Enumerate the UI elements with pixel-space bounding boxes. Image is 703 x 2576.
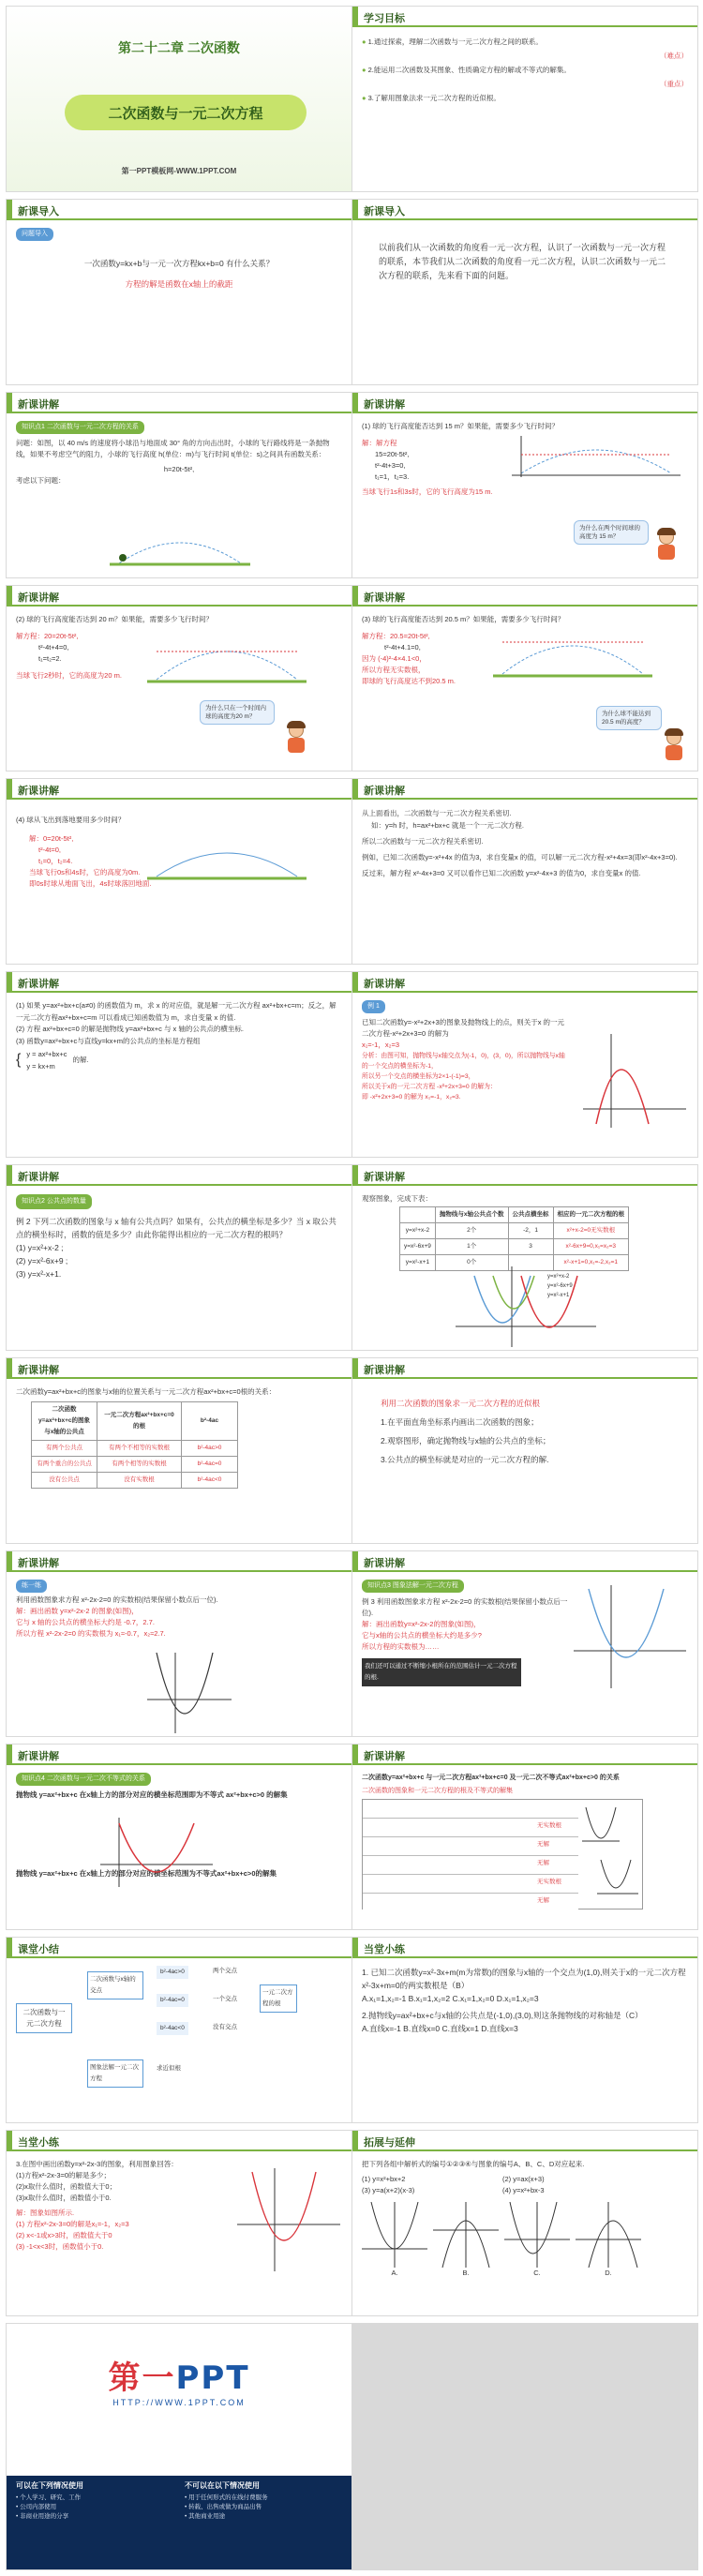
- objective-1-tag: （难点）: [660, 52, 688, 60]
- table-header: 公共点横坐标: [508, 1207, 553, 1223]
- table-header: b²-4ac: [182, 1402, 238, 1441]
- approx-step-1: 1.在平面直角坐标系内画出二次函数的图象；: [381, 1417, 539, 1427]
- grid-lines: [363, 1800, 578, 1910]
- header-title: 拓展与延伸: [364, 2137, 415, 2149]
- slide-extension[interactable]: [352, 2130, 698, 2316]
- slide-quiz-1[interactable]: [352, 1937, 698, 2123]
- map-node: 二次函数与x轴的交点: [87, 1971, 143, 1999]
- q2-solution-1: 解方程：20=20t-5t²,: [16, 632, 79, 640]
- summary-relations-body: (1) 如果 y=ax²+bx+c(a≠0) 的函数值为 m，求 x 的对应值，就是解一元二次方程 ax²+bx+c=m；反之，解一元二次方程ax²+bx+c=m 可以看成已知函数值为 m，求自变量 x 的值. (2) 方程 ax²+bx+c=0 的解是抛物线 y=ax²+bx+c 与 x 轴的公共点的横坐标. (3) 函数y=ax²+bx+c与直线y=kx+m的公共点的坐标是方程组 { y = ax²+bx+c y = kx+m 的解.: [16, 1000, 342, 1151]
- relation-item-4: 的解.: [72, 1056, 89, 1065]
- option-graph-c: [504, 2202, 570, 2268]
- quiz2-ans-4: (3) -1<x<3时，函数值小于0.: [16, 2242, 104, 2251]
- q1-solution-4: t₁=1，t₂=3.: [375, 472, 410, 481]
- q3-solution-4: 所以方程无实数根，: [362, 666, 426, 674]
- table-row: [400, 1223, 629, 1239]
- map-node: 两个交点: [213, 1968, 237, 1974]
- chapter-title: 第二十二章 二次函数: [118, 40, 240, 55]
- table-cell: x²-6x+9=0,x₁=x₂=3: [553, 1239, 629, 1255]
- example-pill: 例 1: [362, 1000, 385, 1013]
- knowledge-pill: 知识点4 二次函数与一元二次不等式的关系: [16, 1773, 151, 1786]
- inequality-line-2: 抛物线 y=ax²+bx+c 在x轴上方的部分对应的横坐标范围为不等式ax²+bx+c>0的解集: [16, 1869, 277, 1878]
- table-cell: 有两个相等的实数根: [97, 1457, 182, 1473]
- slide-quiz-2[interactable]: [6, 2130, 352, 2316]
- extension-item: (3) y=a(x+2)(x-3): [362, 2186, 415, 2194]
- q2-solution-2: t²-4t+4=0,: [38, 643, 69, 651]
- extension-item: (1) y=x²+bx+2: [362, 2175, 406, 2183]
- table-header-row: [32, 1402, 238, 1441]
- student-illustration: [284, 723, 308, 755]
- approx-step-3: 3.公共点的横坐标就是对应的一元二次方程的解.: [381, 1455, 549, 1464]
- practice-step-2: 它与 x 轴的公共点的横坐标大约是 -0.7，2.7.: [16, 1618, 155, 1626]
- curve-label: y=x²+x-2: [547, 1274, 570, 1280]
- header-title: 新课讲解: [364, 1751, 405, 1762]
- header-title: 学习目标: [364, 13, 405, 24]
- table-header: 一元二次方程ax²+bx+c=0的根: [97, 1402, 182, 1441]
- table-cell: x²+x-2=0无实数根: [553, 1223, 629, 1239]
- table-header: 二次函数y=ax²+bx+c的图象与x轴的公共点: [32, 1402, 97, 1441]
- q2-trajectory: [147, 642, 307, 685]
- slide-relation-text[interactable]: [352, 778, 698, 965]
- q3-solution-1: 解方程：20.5=20t-5t²,: [362, 632, 430, 640]
- slide-roots-table[interactable]: [6, 1357, 352, 1544]
- slide-footer[interactable]: [6, 2323, 352, 2570]
- example2-body: [16, 1193, 342, 1344]
- forbidden-column: [185, 2481, 344, 2522]
- table-cell: b²-4ac=0: [182, 1457, 238, 1473]
- objective-2: 2.能运用二次函数及其图象、性质确定方程的解或不等式的解集。: [367, 66, 571, 74]
- table-cell: 2个: [435, 1223, 508, 1239]
- slide-header: [7, 586, 352, 607]
- example1-step-1: 所以另一个交点的横坐标为2×1-(-1)=3，: [362, 1073, 475, 1080]
- table-row: [400, 1239, 629, 1255]
- q4-solution-1: 解：0=20t-5t²,: [29, 834, 74, 843]
- example1-analysis: 分析：由图可知，抛物线与x轴交点为(-1，0)，(3，0)，所以抛物线与x轴的一个交点的横坐标为-1，: [362, 1053, 565, 1070]
- allowed-line: • 非商业用途的分享: [16, 2513, 69, 2520]
- logo-part-a: 第一: [108, 2359, 176, 2397]
- example1-answer: x₁=-1，x₂=3: [362, 1041, 400, 1049]
- table-cell: 3: [508, 1239, 553, 1255]
- slide-problem[interactable]: [6, 392, 352, 578]
- header-title: 新课讲解: [18, 592, 59, 604]
- header-title: 课堂小结: [18, 1944, 59, 1955]
- quiz2-question: 3.在图中画出函数y=x²-2x-3的图象，利用图象回答：: [16, 2160, 178, 2168]
- map-node: 一元二次方程的根: [260, 1984, 297, 2013]
- map-node: 没有交点: [213, 2024, 237, 2030]
- slide-header: [7, 779, 352, 800]
- quiz2-sub-3: (3)x取什么值时，函数值小于0.: [16, 2194, 112, 2202]
- q4-body: [16, 807, 342, 958]
- q2-answer: 当球飞行2秒时，它的高度为20 m.: [16, 671, 122, 680]
- slide-intro-text[interactable]: [352, 199, 698, 385]
- quiz2-ans-3: (2) x<-1或x>3时，函数值大于0: [16, 2231, 112, 2239]
- table-cell: 1个: [435, 1239, 508, 1255]
- q4-answer-2: 即0s时球从地面飞出，4s时球落回地面.: [29, 879, 152, 888]
- relation-line-4: 例如，已知二次函数y=-x²+4x 的值为3，求自变量x 的值，可以解一元二次方程-x²+4x=3(即x²-4x+3=0).: [362, 853, 678, 861]
- slide-objectives[interactable]: [352, 6, 698, 192]
- q4-trajectory: [147, 845, 307, 882]
- slide-header: [352, 1358, 697, 1379]
- practice-graph: [147, 1653, 232, 1733]
- table-header: [400, 1207, 436, 1223]
- option-label: B.: [462, 2269, 470, 2277]
- header-title: 新课讲解: [364, 1172, 405, 1183]
- q4-question: (4) 球从飞出到落地要用多少时间？: [16, 816, 126, 824]
- header-title: 新课讲解: [18, 979, 59, 990]
- quiz2-sub-1: (1)方程x²-2x-3=0的解是多少；: [16, 2171, 112, 2179]
- title-pill: [65, 95, 307, 130]
- slide-header: [7, 2131, 352, 2151]
- q4-solution-3: t₁=0，t₂=4.: [38, 857, 73, 865]
- q1-solution-1: 解：解方程: [362, 439, 397, 447]
- practice-pill: 练一练: [16, 1580, 47, 1593]
- header-title: 新课讲解: [364, 399, 405, 411]
- curve-label: y=x²-6x+9: [547, 1283, 573, 1289]
- table-cell: 没有实数根: [97, 1473, 182, 1489]
- slide-header: [7, 1745, 352, 1765]
- forbidden-line: • 用于任何形式的在线付费服务: [185, 2494, 268, 2501]
- extension-item: (4) y=x²+bx-3: [502, 2186, 545, 2194]
- allowed-line: • 公司内部使用: [16, 2504, 57, 2510]
- q1-answer: 当球飞行1s和3s时，它的飞行高度为15 m.: [362, 487, 493, 496]
- example2-item-2: (2) y=x²-6x+9 ;: [16, 1256, 68, 1266]
- relation-tag: 无实数根: [537, 1879, 561, 1885]
- objective-3: 3.了解用图象法求一元二次方程的近似根。: [367, 94, 501, 102]
- system-eq-1: y = ax²+bx+c: [26, 1050, 67, 1058]
- map-node: b²-4ac=0: [157, 1994, 188, 2007]
- slide-header: [352, 1745, 697, 1765]
- map-node: b²-4ac<0: [157, 2022, 188, 2035]
- problem-prompt: 考虑以下问题：: [16, 476, 66, 485]
- table-cell: b²-4ac>0: [182, 1441, 238, 1457]
- approx-body: [362, 1386, 688, 1537]
- header-title: 新课讲解: [364, 1365, 405, 1376]
- problem-formula: h=20t-5t²,: [163, 465, 195, 473]
- table-cell: -2，1: [508, 1223, 553, 1239]
- slide-practice[interactable]: [6, 1550, 352, 1737]
- license-band: [7, 2476, 352, 2569]
- allowed-column: [16, 2481, 175, 2522]
- table-row: [32, 1457, 238, 1473]
- inequality-graph: [100, 1818, 213, 1887]
- extension-body: [362, 2159, 688, 2310]
- forbidden-line: • 转载、出售或做为商品出售: [185, 2504, 262, 2510]
- q1-solution-2: 15=20t-5t²,: [375, 450, 410, 458]
- table-cell: y=x²+x-2: [400, 1223, 436, 1239]
- observe-graph: [456, 1266, 596, 1347]
- quiz2-sub-2: (2)x取什么值时，函数值大于0；: [16, 2182, 117, 2191]
- slide-header: [352, 1165, 697, 1186]
- slide-summary-map[interactable]: [6, 1937, 352, 2123]
- slide-header: [352, 200, 697, 220]
- slide-q2[interactable]: [6, 585, 352, 771]
- summary-map-body: [16, 1966, 342, 2117]
- option-graph-a: [362, 2202, 427, 2268]
- slide-header: [7, 1551, 352, 1572]
- header-title: 新课讲解: [18, 399, 59, 411]
- q1-solution-3: t²-4t+3=0,: [375, 461, 406, 470]
- slide-header: [352, 2131, 697, 2151]
- example1-question: 已知二次函数y=-x²+2x+3的图象及抛物线上的点，则关于x 的一元二次方程-x²+2x+3=0 的解为: [362, 1018, 565, 1038]
- table-cell: b²-4ac<0: [182, 1473, 238, 1489]
- allowed-line: • 个人学习、研究、工作: [16, 2494, 82, 2501]
- logo-part-b: PPT: [175, 2359, 250, 2397]
- q1-bubble: 为什么在两个时间球的高度为 15 m？: [574, 520, 649, 545]
- forbidden-line: • 其他商业用途: [185, 2513, 226, 2520]
- knowledge-pill: 知识点2 公共点的数量: [16, 1194, 92, 1209]
- table-cell: x²-x+1=0,x₁=-2,x₂=1: [553, 1255, 629, 1271]
- table-row: [32, 1473, 238, 1489]
- logo-block: [7, 2352, 352, 2407]
- header-title: 新课讲解: [18, 1558, 59, 1569]
- example3-note: 我们还可以通过不断缩小根所在的范围估计一元二次方程的根.: [362, 1658, 521, 1686]
- objective-2-tag: （重点）: [660, 80, 688, 88]
- intro-paragraph: 以前我们从一次函数的角度看一元一次方程，认识了一次函数与一元一次方程的联系，本节我们从二次函数的角度看一元二次方程，认识二次函数与一元二次方程的联系，先来看下面的问题。: [379, 243, 666, 280]
- q3-question: (3) 球的飞行高度能否达到 20.5 m？如果能，需要多少飞行时间？: [362, 615, 565, 623]
- problem-text: 问题：如图，以 40 m/s 的速度将小球沿与地面成 30° 角的方向击出时，小球的飞行路线将是一条抛物线，如果不考虑空气的阻力，小球的飞行高度 h(单位：m)与飞行时间 t(单位：s)之间具有函数关系：: [16, 439, 330, 458]
- quiz1-body: [362, 1966, 688, 2117]
- example3-graph: [574, 1585, 686, 1688]
- q2-question: (2) 球的飞行高度能否达到 20 m？如果能，需要多少飞行时间？: [16, 615, 214, 623]
- header-title: 新课讲解: [18, 1172, 59, 1183]
- slide-q1[interactable]: [352, 392, 698, 578]
- header-title: 新课讲解: [364, 979, 405, 990]
- table-cell: 有两个重合的公共点: [32, 1457, 97, 1473]
- slide-header: [7, 1358, 352, 1379]
- relation-tag: 无实数根: [537, 1822, 561, 1829]
- slide-q3[interactable]: [352, 585, 698, 771]
- example1-graph: [583, 1034, 686, 1128]
- practice-step-1: 解：画出函数 y=x²-2x-2 的图象(如图)，: [16, 1607, 139, 1615]
- slide-header: [7, 972, 352, 993]
- table-cell: 0个: [435, 1255, 508, 1271]
- quiz2-ans-2: (1) 方程x²-2x-3=0的解是x₁=-1，x₂=3: [16, 2220, 129, 2228]
- quiz1-question-1: 1. 已知二次函数y=x²-3x+m(m为常数)的图象与x轴的一个交点为(1,0),则关于x的一元二次方程x²-3x+m=0的两实数根是（B）: [362, 1968, 686, 1990]
- table-row: [32, 1441, 238, 1457]
- example3-step-1: 解：画出函数y=x²-2x-2的图象(如图)，: [362, 1620, 481, 1628]
- header-title: 新课讲解: [18, 786, 59, 797]
- inequality-line-1: 抛物线 y=ax²+bx+c 在x轴上方的部分对应的横坐标范围即为不等式 ax²+bx+c>0 的解集: [16, 1790, 288, 1799]
- slide-example3[interactable]: [352, 1550, 698, 1737]
- slide-example1[interactable]: [352, 971, 698, 1158]
- slide-relation-table[interactable]: [352, 1744, 698, 1930]
- quiz1-options-2: A.直线x=-1 B.直线x=0 C.直线x=1 D.直线x=3: [362, 2024, 518, 2033]
- map-node: b²-4ac>0: [157, 1966, 188, 1979]
- allowed-title: 可以在下列情况使用: [16, 2481, 83, 2490]
- relation-body: [362, 807, 688, 958]
- roots-intro: 二次函数y=ax²+bx+c的图象与x轴的位置关系与一元二次方程ax²+bx+c=0根的关系：: [16, 1387, 277, 1396]
- slide-header: [352, 586, 697, 607]
- intro-question: 一次函数y=kx+b与一元一次方程kx+b=0 有什么关系？: [83, 259, 275, 268]
- q1-trajectory: [512, 436, 681, 483]
- table-cell: y=x²-x+1: [400, 1255, 436, 1271]
- system-eq-2: y = kx+m: [26, 1061, 55, 1071]
- header-title: 新课讲解: [18, 1751, 59, 1762]
- slide-cover[interactable]: [6, 6, 352, 192]
- example2-question: 例 2 下列二次函数的图象与 x 轴有公共点吗？如果有，公共点的横坐标是多少？当 x 取公共点的横坐标时，函数的值是多少？由此你能得出相应的一元二次方程的根吗？: [16, 1217, 337, 1239]
- site-credit: 第一PPT模板网-WWW.1PPT.COM: [121, 167, 237, 175]
- golf-illustration: [110, 532, 250, 569]
- approx-title: 利用二次函数的图象求一元二次方程的近似根: [381, 1399, 541, 1408]
- map-root: 二次函数与一元二次方程: [16, 2003, 72, 2033]
- student-illustration: [662, 730, 686, 762]
- intro-body: [16, 228, 342, 379]
- slide-header: [7, 200, 352, 220]
- option-label: D.: [605, 2269, 612, 2277]
- slide-example2[interactable]: [6, 1164, 352, 1351]
- q1-question: (1) 球的飞行高度能否达到 15 m？如果能，需要多少飞行时间？: [362, 422, 560, 430]
- observe-table: [399, 1206, 629, 1271]
- slide-header: [7, 1938, 352, 1958]
- quiz1-question-2: 2.抛物线y=ax²+bx+c与x轴的公共点是(-1,0),(3,0),则这条抛物线的对称轴是（C）: [362, 2011, 643, 2020]
- table-header-row: [400, 1207, 629, 1223]
- forbidden-title: 不可以在以下情况使用: [185, 2481, 260, 2490]
- logo-url: HTTP://WWW.1PPT.COM: [112, 2398, 246, 2407]
- table-cell: y=x²-6x+9: [400, 1239, 436, 1255]
- header-title: 新课讲解: [18, 1365, 59, 1376]
- example3-question: 例 3 利用函数图象求方程 x²-2x-2=0 的实数根(结果保留小数点后一位).: [362, 1597, 568, 1617]
- table-header: 相应的一元二次方程的根: [553, 1207, 629, 1223]
- relation-line-5: 反过来，解方程 x²-4x+3=0 又可以看作已知二次函数 y=x²-4x+3 的值为0，求自变量x 的值.: [362, 869, 641, 877]
- roots-body: [16, 1386, 342, 1537]
- slide-header: [352, 972, 697, 993]
- q3-solution-5: 即球的飞行高度达不到20.5 m.: [362, 677, 456, 685]
- relation-line-1: 从上面看出，二次函数与一元二次方程关系密切.: [362, 809, 512, 817]
- example2-item-3: (3) y=x²-x+1.: [16, 1269, 62, 1279]
- slide-header: [352, 1938, 697, 1958]
- relation-tag: 无解: [537, 1841, 549, 1848]
- q2-bubble: 为什么只在一个时间内球的高度为20 m？: [200, 700, 275, 725]
- relation-item-2: (2) 方程 ax²+bx+c=0 的解是抛物线 y=ax²+bx+c 与 x 轴的公共点的横坐标.: [16, 1025, 244, 1033]
- example3-step-3: 所以方程的实数根为……: [362, 1642, 440, 1651]
- slide-summary-relations[interactable]: [6, 971, 352, 1158]
- extension-item: (2) y=ax(x+3): [502, 2175, 545, 2183]
- option-label: A.: [391, 2269, 398, 2277]
- roots-table: [31, 1401, 238, 1489]
- q3-solution-2: t²-4t+4.1=0,: [384, 643, 421, 651]
- relation-table-sub: 二次函数的图象和一元二次方程的根及不等式的解集: [362, 1788, 513, 1794]
- slide-header: [352, 1551, 697, 1572]
- slide-observe-table[interactable]: [352, 1164, 698, 1351]
- option-graph-b: [433, 2202, 499, 2268]
- relation-table-grid: [362, 1799, 643, 1910]
- practice-question: 利用函数图象求方程 x²-2x-2=0 的实数根(结果保留小数点后一位).: [16, 1595, 218, 1604]
- extension-question: 把下列各组中解析式的编号①②③④与图象的编号A、B、C、D对应起来.: [362, 2160, 585, 2168]
- empty-cell: [352, 2323, 698, 2570]
- lesson-title: 二次函数与一元二次方程: [108, 105, 263, 122]
- quiz1-options-1: A.x₁=1,x₂=-1 B.x₁=1,x₂=2 C.x₁=1,x₂=0 D.x₁=1,x₂=3: [362, 1994, 539, 2003]
- header-title: 新课导入: [364, 206, 405, 217]
- intro-answer: 方程的解是函数在x轴上的截距: [125, 279, 233, 289]
- map-node: 求近似根: [157, 2065, 181, 2072]
- question-pill: 问题导入: [16, 228, 53, 241]
- relation-mini-graphs: [582, 1804, 642, 1907]
- example2-item-1: (1) y=x²+x-2 ;: [16, 1243, 64, 1252]
- header-title: 新课讲解: [364, 786, 405, 797]
- header-title: 当堂小练: [18, 2137, 59, 2149]
- quiz2-graph: [237, 2168, 340, 2271]
- slide-header: [7, 393, 352, 413]
- header-title: 新课讲解: [364, 592, 405, 604]
- header-title: 新课导入: [18, 206, 59, 217]
- example1-step-3: 即 -x²+2x+3=0 的解为 x₁=-1，x₂=3.: [362, 1094, 461, 1101]
- quiz2-ans-1: 解：图象如图所示.: [16, 2209, 75, 2217]
- observe-intro: 观察图象，完成下表：: [362, 1194, 432, 1203]
- knowledge-pill: 知识点3 图象法解一元二次方程: [362, 1580, 464, 1593]
- table-header: 抛物线与x轴公共点个数: [435, 1207, 508, 1223]
- relation-table-intro: 二次函数y=ax²+bx+c 与一元二次方程ax²+bx+c=0 及一元二次不等式ax²+bx+c>0 的关系: [362, 1775, 620, 1781]
- relation-line-2: 如：y=h 时，h=ax²+bx+c 就是一个一元二次方程.: [371, 821, 524, 830]
- q3-trajectory: [493, 637, 652, 680]
- student-illustration: [654, 530, 679, 562]
- slide-header: [7, 1165, 352, 1186]
- objective-1: 1.通过探索，理解二次函数与一元二次方程之间的联系。: [367, 37, 543, 46]
- q4-answer-1: 当球飞行0s和4s时，它的高度为0m.: [29, 868, 141, 876]
- relation-item-3: (3) 函数y=ax²+bx+c与直线y=kx+m的公共点的坐标是方程组: [16, 1036, 201, 1045]
- curve-label: y=x²-x+1: [547, 1293, 570, 1298]
- q4-solution-2: t²-4t=0,: [38, 846, 61, 854]
- knowledge-pill: 知识点1 二次函数与一元二次方程的关系: [16, 421, 144, 434]
- slide-header: [352, 779, 697, 800]
- table-cell: 没有公共点: [32, 1473, 97, 1489]
- relation-item-1: (1) 如果 y=ax²+bx+c(a≠0) 的函数值为 m，求 x 的对应值，就是解一元二次方程 ax²+bx+c=m；反之，解一元二次方程ax²+bx+c=m 可以看成已知函数值为 m，求自变量 x 的值.: [16, 1001, 337, 1022]
- slide-header: [352, 393, 697, 413]
- relation-table-body: [362, 1773, 688, 1924]
- header-title: 当堂小练: [364, 1944, 405, 1955]
- relation-tag: 无解: [537, 1897, 549, 1904]
- practice-step-3: 所以方程 x²-2x-2=0 的实数根为 x₁≈-0.7，x₂≈2.7.: [16, 1629, 166, 1638]
- map-node: 图象法解一元二次方程: [87, 2059, 143, 2088]
- slide-q4[interactable]: [6, 778, 352, 965]
- slide-approx-steps[interactable]: [352, 1357, 698, 1544]
- q3-solution-3: 因为 (-4)²-4×4.1<0，: [362, 654, 426, 663]
- example3-step-2: 它与x轴的公共点的横坐标大约是多少?: [362, 1631, 482, 1640]
- map-node: 一个交点: [213, 1996, 237, 2002]
- slide-intro-question[interactable]: [6, 199, 352, 385]
- objectives-body: ● 1.通过探索，理解二次函数与一元二次方程之间的联系。 （难点） ● 2.能运用二次函数及其图象、性质确定方程的解或不等式的解集。 （重点） ● 3.了解用图象法求一元二次方程的近似根。: [362, 37, 688, 102]
- slide-header: [352, 7, 697, 27]
- table-cell: 有两个公共点: [32, 1441, 97, 1457]
- approx-step-2: 2.观察图形，确定抛物线与x轴的公共点的坐标；: [381, 1436, 551, 1445]
- q2-solution-3: t₁=t₂=2.: [38, 654, 62, 663]
- logo: [7, 2352, 352, 2398]
- example1-step-2: 所以关于x的一元二次方程 -x²+2x+3=0 的解为：: [362, 1084, 497, 1090]
- header-title: 新课讲解: [364, 1558, 405, 1569]
- relation-tag: 无解: [537, 1860, 549, 1866]
- option-label: C.: [533, 2269, 541, 2277]
- option-graph-d: [576, 2202, 641, 2268]
- q3-bubble: 为什么球不能达到 20.5 m的高度？: [596, 706, 662, 730]
- table-cell: 有两个不相等的实数根: [97, 1441, 182, 1457]
- slide-inequality[interactable]: [6, 1744, 352, 1930]
- relation-line-3: 所以二次函数与一元二次方程关系密切.: [362, 837, 484, 846]
